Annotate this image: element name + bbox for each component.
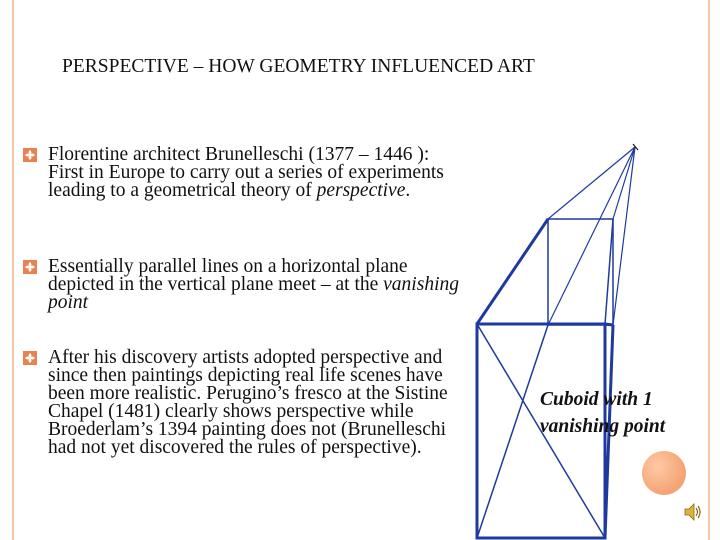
bullet-text: Florentine architect Brunelleschi (1377 – 1446 ): First in Europe to carry out a series of experiments leading to a geometrical theory of xyxy=(48,144,444,201)
bullet-emphasis: perspective xyxy=(316,180,406,201)
vanishing-line xyxy=(548,147,635,325)
caption-line: Cuboid with 1 xyxy=(540,389,653,410)
bullet-emphasis: vanishing point xyxy=(48,274,459,313)
decorative-circle xyxy=(642,451,686,495)
slide-title: PERSPECTIVE – HOW GEOMETRY INFLUENCED ART xyxy=(62,56,535,77)
cuboid-edge-inner-top xyxy=(605,219,613,324)
caption-line: vanishing point xyxy=(540,416,666,437)
bullet-text-end: . xyxy=(405,180,411,201)
bullet-text: Essentially parallel lines on a horizontal plane depicted in the vertical plane meet – at the xyxy=(48,256,408,295)
cuboid-edge-right xyxy=(605,324,613,325)
cuboid-edge-top-left xyxy=(477,219,548,324)
vanishing-line xyxy=(613,147,635,325)
cuboid-edge-inner-bottom xyxy=(477,325,548,538)
bullet-text: After his discovery artists adopted perspective and since then paintings depicting real life scenes have been more realistic. Perugino’s fresco at the Sistine Chapel (1481) clearly shows perspective while Broederlam’s 1394 painting does not (Brunelleschi had not yet discovered the rules of perspective). xyxy=(48,347,448,458)
vanishing-line xyxy=(613,147,635,219)
cuboid-caption xyxy=(540,386,665,440)
cuboid-back-face xyxy=(548,219,613,325)
vanishing-line xyxy=(548,147,635,219)
speaker-icon[interactable] xyxy=(684,502,702,522)
